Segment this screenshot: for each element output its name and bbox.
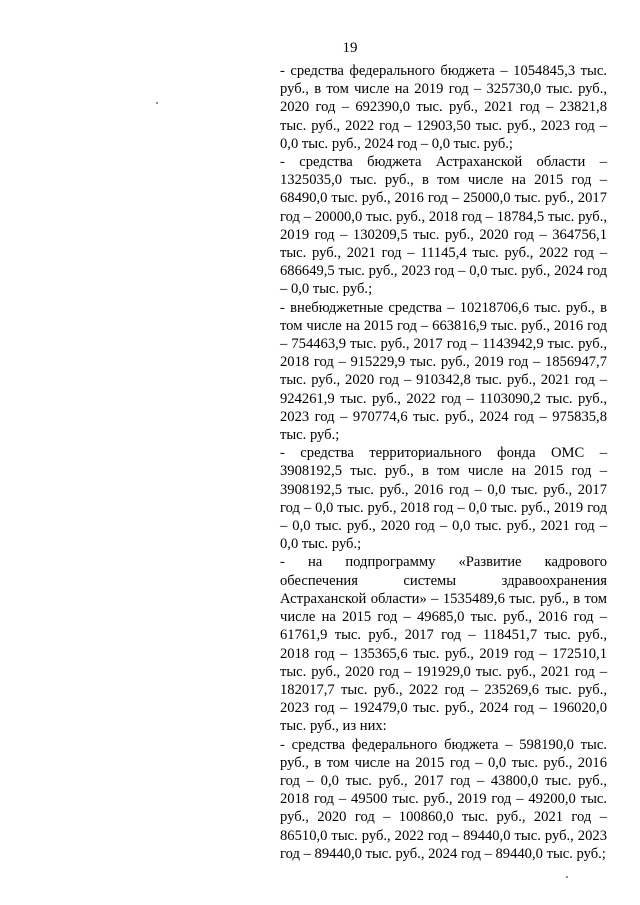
paragraph-subprogram-federal-budget: - средства федерального бюджета – 598190,0 тыс. руб., в том числе на 2015 год – 0,0 тыс. руб., 2016 год – 0,0 тыс. руб., 2017 год – 43800,0 тыс. руб., 2018 год – 49500 тыс. руб., 2019 год – 49200,0 тыс. руб., 2020 год – 100860,0 тыс. руб., 2021 год – 86510,0 тыс. руб., 2022 год – 89440,0 тыс. руб., 2023 год – 89440,0 тыс. руб., 2024 год – 89440,0 тыс. руб.; (280, 736, 607, 862)
page-number: 19 (342, 40, 358, 56)
paragraph-staffing-subprogram: - на подпрограмму «Развитие кадрового обеспечения системы здравоохранения Астраханской области» – 1535489,6 тыс. руб., в том числе на 2015 год – 49685,0 тыс. руб., 2016 год – 61761,9 тыс. руб., 2017 год – 118451,7 тыс. руб., 2018 год – 135365,6 тыс. руб., 2019 год – 172510,1 тыс. руб., 2020 год – 191929,0 тыс. руб., 2021 год – 182017,7 тыс. руб., 2022 год – 235269,6 тыс. руб., 2023 год – 192479,0 тыс. руб., 2024 год – 196020,0 тыс. руб., из них: (280, 554, 607, 735)
paragraph-federal-budget: - средства федерального бюджета – 1054845,3 тыс. руб., в том числе на 2019 год – 325730,0 тыс. руб., 2020 год – 692390,0 тыс. руб., 2021 год – 23821,8 тыс. руб., 2022 год – 12903,50 тыс. руб., 2023 год – 0,0 тыс. руб., 2024 год – 0,0 тыс. руб.; (280, 63, 607, 152)
document-body (280, 62, 607, 863)
paragraph-regional-budget: - средства бюджета Астраханской области – 1325035,0 тыс. руб., в том числе на 2015 год – 68490,0 тыс. руб., 2016 год – 25000,0 тыс. руб., 2017 год – 20000,0 тыс. руб., 2018 год – 18784,5 тыс. руб., 2019 год – 130209,5 тыс. руб., 2020 год – 364756,1 тыс. руб., 2021 год – 11145,4 тыс. руб., 2022 год – 686649,5 тыс. руб., 2023 год – 0,0 тыс. руб., 2024 год – 0,0 тыс. руб.; (280, 154, 607, 298)
scan-speck (566, 876, 568, 878)
paragraph-extrabudgetary-funds: - внебюджетные средства – 10218706,6 тыс. руб., в том числе на 2015 год – 663816,9 тыс. руб., 2016 год – 754463,9 тыс. руб., 2017 год – 1143942,9 тыс. руб., 2018 год – 915229,9 тыс. руб., 2019 год – 1856947,7 тыс. руб., 2020 год – 910342,8 тыс. руб., 2021 год – 924261,9 тыс. руб., 2022 год – 1103090,2 тыс. руб., 2023 год – 970774,6 тыс. руб., 2024 год – 975835,8 тыс. руб.; (280, 299, 607, 444)
paragraph-territorial-oms-fund: - средства территориального фонда ОМС – 3908192,5 тыс. руб., в том числе на 2015 год – 3908192,5 тыс. руб., 2016 год – 0,0 тыс. руб., 2017 год – 0,0 тыс. руб., 2018 год – 0,0 тыс. руб., 2019 год – 0,0 тыс. руб., 2020 год – 0,0 тыс. руб., 2021 год – 0,0 тыс. руб.; (280, 445, 607, 553)
scan-speck (156, 102, 158, 104)
